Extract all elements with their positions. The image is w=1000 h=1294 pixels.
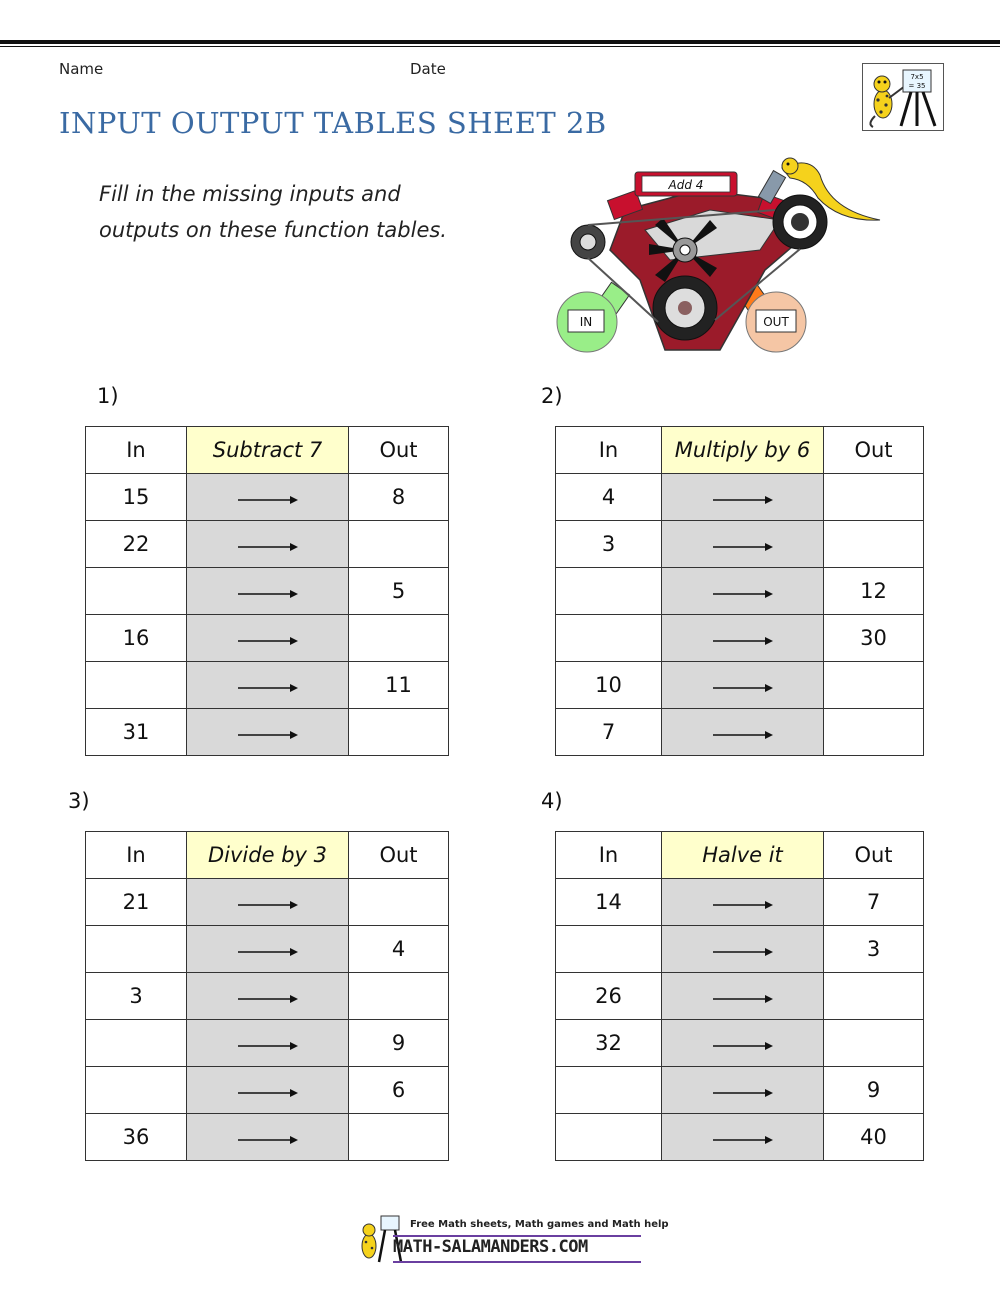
in-header: In <box>556 427 662 474</box>
arrow-cell <box>662 662 824 709</box>
out-cell[interactable]: 12 <box>824 568 924 615</box>
arrow-cell <box>662 1020 824 1067</box>
out-circle-label: OUT <box>763 315 789 329</box>
arrow-right-icon <box>238 900 298 910</box>
table-row <box>556 521 924 568</box>
in-cell[interactable]: 10 <box>556 662 662 709</box>
arrow-right-icon <box>238 994 298 1004</box>
arrow-right-icon <box>713 495 773 505</box>
arrow-cell <box>187 973 349 1020</box>
out-cell[interactable]: 6 <box>349 1067 449 1114</box>
out-cell[interactable]: 3 <box>824 926 924 973</box>
table-row <box>86 662 449 709</box>
footer-brand[interactable]: MATH-SALAMANDERS.COM <box>393 1237 588 1257</box>
arrow-right-icon <box>238 1088 298 1098</box>
arrow-cell <box>662 1067 824 1114</box>
arrow-right-icon <box>713 542 773 552</box>
arrow-cell <box>187 474 349 521</box>
instructions <box>99 176 499 248</box>
arrow-cell <box>662 568 824 615</box>
in-cell[interactable]: 21 <box>86 879 187 926</box>
question-number-3: 3) <box>68 789 90 813</box>
arrow-right-icon <box>713 1088 773 1098</box>
arrow-right-icon <box>713 1041 773 1051</box>
table-row <box>86 1067 449 1114</box>
out-cell[interactable] <box>824 709 924 756</box>
arrow-right-icon <box>713 994 773 1004</box>
top-rule <box>0 40 1000 44</box>
out-cell[interactable]: 11 <box>349 662 449 709</box>
footer-tagline: Free Math sheets, Math games and Math help <box>410 1219 669 1230</box>
in-cell[interactable] <box>556 1114 662 1161</box>
arrow-cell <box>662 926 824 973</box>
out-cell[interactable]: 4 <box>349 926 449 973</box>
in-cell[interactable]: 36 <box>86 1114 187 1161</box>
in-cell[interactable] <box>86 568 187 615</box>
out-cell[interactable]: 30 <box>824 615 924 662</box>
in-cell[interactable]: 16 <box>86 615 187 662</box>
table-header-row <box>86 427 449 474</box>
out-cell[interactable] <box>349 1114 449 1161</box>
out-cell[interactable]: 7 <box>824 879 924 926</box>
arrow-cell <box>662 521 824 568</box>
table-row <box>86 973 449 1020</box>
table-row <box>556 615 924 662</box>
table-row <box>556 1067 924 1114</box>
instructions-line-1: Fill in the missing inputs and <box>99 182 401 206</box>
out-cell[interactable] <box>824 521 924 568</box>
table-row <box>86 568 449 615</box>
out-cell[interactable]: 9 <box>349 1020 449 1067</box>
arrow-cell <box>662 709 824 756</box>
out-cell[interactable] <box>349 615 449 662</box>
in-cell[interactable] <box>86 926 187 973</box>
arrow-cell <box>662 973 824 1020</box>
arrow-cell <box>187 1067 349 1114</box>
out-cell[interactable]: 8 <box>349 474 449 521</box>
arrow-right-icon <box>238 542 298 552</box>
rule-header: Halve it <box>662 832 824 879</box>
in-cell[interactable]: 31 <box>86 709 187 756</box>
rule-header: Subtract 7 <box>187 427 349 474</box>
arrow-right-icon <box>713 900 773 910</box>
function-table-2 <box>555 426 924 756</box>
in-cell[interactable]: 4 <box>556 474 662 521</box>
in-cell[interactable]: 15 <box>86 474 187 521</box>
out-cell[interactable]: 9 <box>824 1067 924 1114</box>
arrow-right-icon <box>713 947 773 957</box>
salamander-logo <box>862 63 944 131</box>
svg-text:7x5: 7x5 <box>910 73 924 81</box>
out-cell[interactable] <box>824 973 924 1020</box>
arrow-right-icon <box>238 947 298 957</box>
out-cell[interactable] <box>349 521 449 568</box>
table-row <box>86 709 449 756</box>
out-header: Out <box>824 427 924 474</box>
rule-header: Divide by 3 <box>187 832 349 879</box>
function-machine-illustration <box>550 150 890 360</box>
table-row <box>556 709 924 756</box>
in-cell[interactable] <box>86 1067 187 1114</box>
in-cell[interactable]: 3 <box>556 521 662 568</box>
arrow-cell <box>187 568 349 615</box>
page-title: INPUT OUTPUT TABLES SHEET 2B <box>59 106 607 140</box>
in-circle-label: IN <box>579 315 593 329</box>
arrow-right-icon <box>238 589 298 599</box>
in-cell[interactable] <box>86 662 187 709</box>
table-row <box>556 1114 924 1161</box>
question-number-1: 1) <box>97 384 119 408</box>
out-cell[interactable] <box>824 474 924 521</box>
arrow-cell <box>662 474 824 521</box>
arrow-right-icon <box>238 495 298 505</box>
arrow-right-icon <box>238 683 298 693</box>
table-row <box>86 1020 449 1067</box>
arrow-cell <box>187 1114 349 1161</box>
arrow-cell <box>187 926 349 973</box>
out-header: Out <box>349 427 449 474</box>
table-row <box>86 926 449 973</box>
in-cell[interactable]: 14 <box>556 879 662 926</box>
in-cell[interactable] <box>556 926 662 973</box>
out-header: Out <box>349 832 449 879</box>
out-cell[interactable]: 40 <box>824 1114 924 1161</box>
rule-sign-label: Add 4 <box>668 178 704 192</box>
function-table-3 <box>85 831 449 1161</box>
out-cell[interactable] <box>824 1020 924 1067</box>
arrow-cell <box>187 615 349 662</box>
table-row <box>556 926 924 973</box>
out-cell[interactable] <box>349 709 449 756</box>
in-header: In <box>86 427 187 474</box>
out-cell[interactable] <box>349 973 449 1020</box>
table-row <box>556 662 924 709</box>
in-cell[interactable]: 26 <box>556 973 662 1020</box>
in-cell[interactable]: 22 <box>86 521 187 568</box>
arrow-cell <box>187 1020 349 1067</box>
table-row <box>86 1114 449 1161</box>
out-cell[interactable] <box>349 879 449 926</box>
arrow-right-icon <box>238 636 298 646</box>
table-row <box>86 615 449 662</box>
question-number-4: 4) <box>541 789 563 813</box>
table-row <box>86 521 449 568</box>
arrow-cell <box>662 615 824 662</box>
function-table-4 <box>555 831 924 1161</box>
arrow-right-icon <box>713 1135 773 1145</box>
table-row <box>556 1020 924 1067</box>
arrow-cell <box>187 879 349 926</box>
arrow-cell <box>662 1114 824 1161</box>
out-cell[interactable] <box>824 662 924 709</box>
arrow-cell <box>187 709 349 756</box>
in-cell[interactable] <box>556 1067 662 1114</box>
in-cell[interactable]: 32 <box>556 1020 662 1067</box>
table-row <box>86 879 449 926</box>
table-row <box>556 973 924 1020</box>
arrow-right-icon <box>713 683 773 693</box>
top-rule-thin <box>0 46 1000 47</box>
table-row <box>556 879 924 926</box>
in-header: In <box>86 832 187 879</box>
in-header: In <box>556 832 662 879</box>
question-number-2: 2) <box>541 384 563 408</box>
arrow-right-icon <box>713 589 773 599</box>
table-row <box>86 474 449 521</box>
table-row <box>556 474 924 521</box>
arrow-cell <box>187 521 349 568</box>
out-header: Out <box>824 832 924 879</box>
arrow-right-icon <box>238 1135 298 1145</box>
in-cell[interactable] <box>556 568 662 615</box>
rule-header: Multiply by 6 <box>662 427 824 474</box>
arrow-right-icon <box>713 636 773 646</box>
name-label: Name <box>59 60 104 78</box>
table-header-row <box>86 832 449 879</box>
arrow-right-icon <box>713 730 773 740</box>
table-header-row <box>556 427 924 474</box>
in-cell[interactable]: 7 <box>556 709 662 756</box>
instructions-line-2: outputs on these function tables. <box>99 218 447 242</box>
in-cell[interactable]: 3 <box>86 973 187 1020</box>
table-header-row <box>556 832 924 879</box>
in-cell[interactable] <box>556 615 662 662</box>
arrow-cell <box>187 662 349 709</box>
function-table-1 <box>85 426 449 756</box>
arrow-right-icon <box>238 730 298 740</box>
date-label: Date <box>410 60 446 78</box>
arrow-right-icon <box>238 1041 298 1051</box>
in-cell[interactable] <box>86 1020 187 1067</box>
out-cell[interactable]: 5 <box>349 568 449 615</box>
table-row <box>556 568 924 615</box>
svg-text:= 35: = 35 <box>908 82 926 90</box>
arrow-cell <box>662 879 824 926</box>
